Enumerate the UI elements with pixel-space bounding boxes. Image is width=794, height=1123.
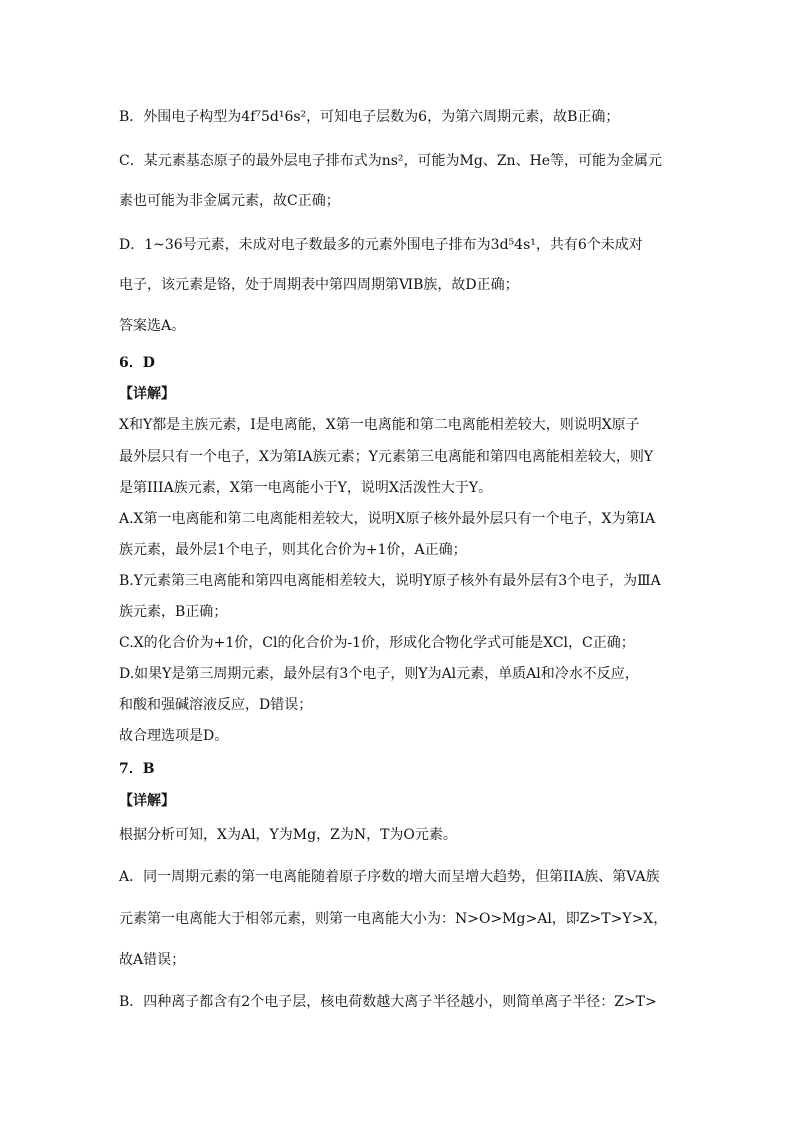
text-line: 是第IIIA族元素，X第一电离能小于Y，说明X活泼性大于Y。 <box>119 480 493 496</box>
text-line: A．同一周期元素的第一电离能随着原子序数的增大而呈增大趋势，但第IIA族、第VA族 <box>119 869 660 885</box>
text-line: 和酸和强碱溶液反应，D错误； <box>119 697 313 713</box>
text-line: 故A错误； <box>119 952 186 968</box>
text-line: A.X第一电离能和第二电离能相差较大，说明X原子核外最外层只有一个电子，X为第IA <box>119 511 656 527</box>
text-line: 根据分析可知，X为Al，Y为Mg，Z为N，T为O元素。 <box>119 827 457 843</box>
text-line: 电子，该元素是铬，处于周期表中第四周期第ⅥB族，故D正确； <box>119 277 519 293</box>
text-line: D.如果Y是第三周期元素，最外层有3个电子，则Y为Al元素，单质Al和冷水不反应， <box>119 666 639 682</box>
text-line: B．外围电子构型为4f⁷5d¹6s²，可知电子层数为6，为第六周期元素，故B正确； <box>119 109 620 125</box>
answer-heading: 6．D <box>119 355 155 371</box>
text-line: 故合理选项是D。 <box>119 728 229 744</box>
text-line: D．1~36号元素，未成对电子数最多的元素外围电子排布为3d⁵4s¹，共有6个未成对 <box>119 237 643 253</box>
text-line: 族元素，B正确； <box>119 604 228 620</box>
text-line: B.Y元素第三电离能和第四电离能相差较大，说明Y原子核外有最外层有3个电子，为ⅢA <box>119 573 661 589</box>
text-line: C．某元素基态原子的最外层电子排布式为ns²，可能为Mg、Zn、He等，可能为金属元 <box>119 153 663 169</box>
text-line: 素也可能为非金属元素，故C正确； <box>119 193 340 209</box>
text-line: C.X的化合价为+1价，Cl的化合价为-1价，形成化合物化学式可能是XCl，C正确； <box>119 635 635 651</box>
answer-heading: 7．B <box>119 761 155 777</box>
text-line: 答案选A。 <box>119 318 186 334</box>
text-line: X和Y都是主族元素，I是电离能，X第一电离能和第二电离能相差较大，则说明X原子 <box>119 417 640 433</box>
section-label: 【详解】 <box>119 386 175 402</box>
text-line: 元素第一电离能大于相邻元素，则第一电离能大小为：N>O>Mg>Al，即Z>T>Y>X， <box>119 911 668 927</box>
text-line: 族元素，最外层1个电子，则其化合价为+1价，A正确； <box>119 542 467 558</box>
text-line: B．四种离子都含有2个电子层，核电荷数越大离子半径越小，则简单离子半径：Z>T> <box>119 994 657 1010</box>
section-label: 【详解】 <box>119 793 175 809</box>
text-line: 最外层只有一个电子，X为第IA族元素；Y元素第三电离能和第四电离能相差较大，则Y <box>119 449 654 465</box>
